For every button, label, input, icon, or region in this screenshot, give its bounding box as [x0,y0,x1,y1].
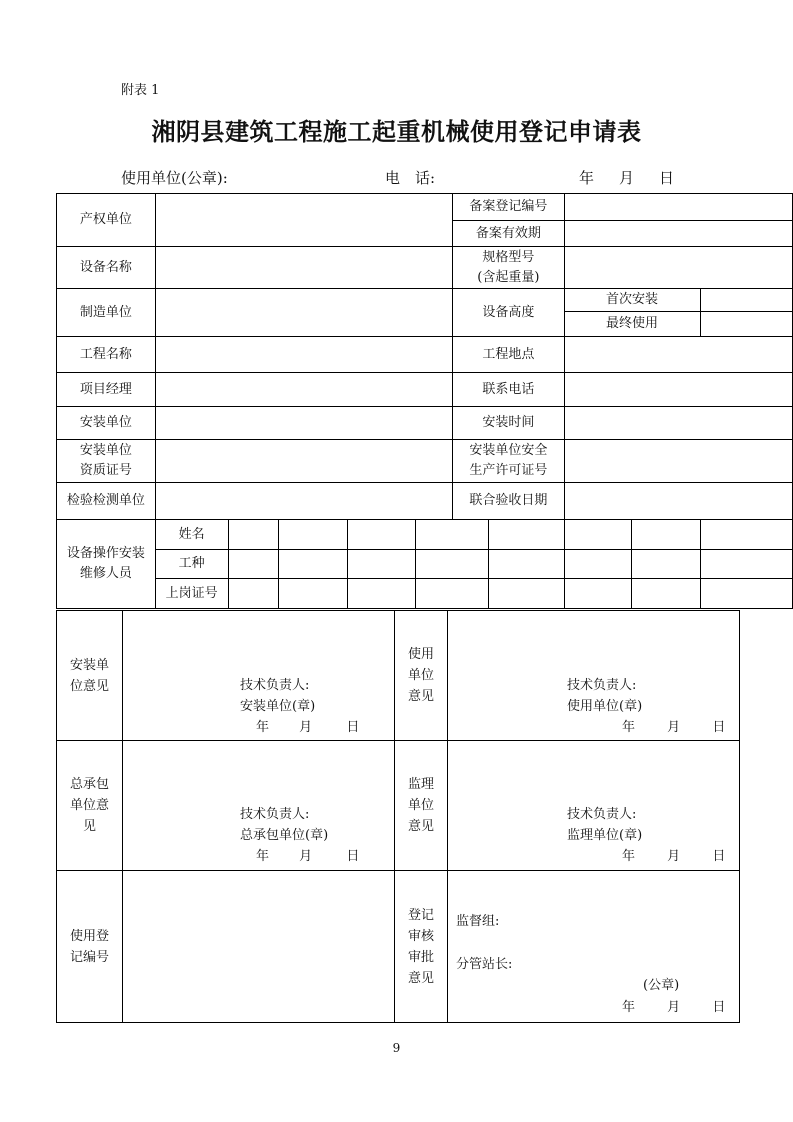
equip-name-label: 设备名称 [57,247,156,289]
first-install-label: 首次安装 [564,289,700,312]
safety-license-value[interactable] [564,440,793,483]
equipment-info-table [56,193,793,609]
inspector-label: 检验检测单位 [57,483,156,520]
form-title: 湘阴县建筑工程施工起重机械使用登记申请表 [151,118,642,146]
personnel-cell[interactable] [228,579,278,609]
install-date-year: 年 [256,720,270,735]
supervision-opinion-label-line2: 单位 [407,798,434,813]
personnel-line2: 维修人员 [79,566,132,581]
person-cert-label: 上岗证号 [155,579,228,609]
installer-cert-line2: 资质证号 [79,463,132,478]
general-date [256,846,359,867]
general-date-day: 日 [346,849,360,864]
approval-date-year: 年 [622,1000,636,1015]
supervision-date-year: 年 [622,849,636,864]
install-opinion-label [57,611,123,741]
user-opinion-area[interactable] [448,611,740,741]
record-valid-label: 备案有效期 [453,221,564,247]
project-site-label: 工程地点 [453,337,564,373]
supervision-opinion-area[interactable] [448,741,740,871]
page-number: 9 [392,1041,401,1055]
personnel-cell[interactable] [700,550,792,579]
installer-cert-label [57,440,156,483]
general-tech-label: 技术负责人: [240,807,310,822]
joint-date-value[interactable] [564,483,793,520]
joint-date-label: 联合验收日期 [453,483,564,520]
install-opinion-label-line2: 位意见 [69,678,109,694]
personnel-cell[interactable] [564,520,632,550]
personnel-cell[interactable] [278,579,347,609]
applicant-unit-label: 使用单位(公章): [121,169,228,187]
approval-label-line1: 登记 [407,907,434,923]
general-opinion-label-line3: 见 [82,819,96,834]
owner-label: 产权单位 [57,194,156,247]
approval-label [395,871,448,1023]
general-opinion-label-line2: 单位意 [69,798,109,813]
official-seal-label: (公章) [643,978,680,993]
personnel-cell[interactable] [415,550,488,579]
install-opinion-label-line1: 安装单 [69,657,109,673]
personnel-cell[interactable] [700,520,792,550]
phone-label: 电 话: [385,169,436,187]
user-seal-label: 使用单位(章) [567,699,643,714]
personnel-cell[interactable] [415,579,488,609]
maker-value[interactable] [155,289,452,337]
personnel-line1: 设备操作安装 [66,546,145,561]
spec-label-line1: 规格型号 [482,249,535,265]
header-month: 月 [619,169,635,187]
install-date-day: 日 [346,720,360,735]
personnel-cell[interactable] [489,579,564,609]
supervision-opinion-label-line3: 意见 [407,819,434,834]
safety-license-label [453,440,564,483]
install-tech-label: 技术负责人: [240,678,310,693]
personnel-cell[interactable] [632,520,700,550]
install-date [256,717,359,738]
general-opinion-area[interactable] [123,741,395,871]
approval-date-month: 月 [667,1000,681,1015]
maker-label: 制造单位 [57,289,156,337]
header-year: 年 [579,169,595,187]
personnel-cell[interactable] [632,579,700,609]
pm-label: 项目经理 [57,373,156,407]
safety-license-line2: 生产许可证号 [469,463,548,478]
personnel-cell[interactable] [489,550,564,579]
personnel-cell[interactable] [347,550,415,579]
supervision-date [622,846,725,867]
user-date-year: 年 [622,720,636,735]
spec-label [453,247,564,289]
chief-label: 分管站长: [456,957,513,972]
first-install-value[interactable] [700,289,792,312]
contact-label: 联系电话 [453,373,564,407]
record-no-value[interactable] [564,194,793,221]
personnel-cell[interactable] [228,550,278,579]
height-label: 设备高度 [453,289,564,337]
user-opinion-label-line1: 使用 [407,647,434,662]
reg-no-area[interactable] [123,871,395,1023]
project-name-label: 工程名称 [57,337,156,373]
user-opinion-label-line2: 单位 [407,668,434,683]
personnel-cell[interactable] [347,579,415,609]
supervision-seal-label: 监理单位(章) [567,828,643,843]
general-seal-label: 总承包单位(章) [240,828,329,843]
install-opinion-area[interactable] [123,611,395,741]
install-time-value[interactable] [564,407,793,440]
contact-value[interactable] [564,373,793,407]
supervision-date-day: 日 [712,849,726,864]
personnel-label [57,520,156,609]
appendix-label: 附表 1 [121,83,160,98]
personnel-cell[interactable] [278,520,347,550]
opinions-table [56,610,740,1023]
installer-cert-value[interactable] [155,440,452,483]
approval-date-day: 日 [712,1000,726,1015]
personnel-cell[interactable] [278,550,347,579]
supervision-opinion-label-line1: 监理 [407,777,434,792]
reg-no-label [57,871,123,1023]
approval-date [622,997,725,1018]
project-site-value[interactable] [564,337,793,373]
user-date [622,717,725,738]
installer-cert-line1: 安装单位 [79,443,132,458]
personnel-cell[interactable] [632,550,700,579]
installer-label: 安装单位 [57,407,156,440]
approval-area[interactable] [448,871,740,1023]
owner-value[interactable] [155,194,452,247]
approval-label-line4: 意见 [407,970,434,986]
record-valid-value[interactable] [564,221,793,247]
install-time-label: 安装时间 [453,407,564,440]
personnel-cell[interactable] [347,520,415,550]
reg-no-label-line2: 记编号 [69,949,109,965]
user-date-month: 月 [667,720,681,735]
final-use-value[interactable] [700,312,792,337]
general-date-month: 月 [299,849,313,864]
general-date-year: 年 [256,849,270,864]
supervision-date-month: 月 [667,849,681,864]
final-use-label: 最终使用 [564,312,700,337]
person-name-label: 姓名 [155,520,228,550]
record-no-label: 备案登记编号 [453,194,564,221]
personnel-cell[interactable] [415,520,488,550]
user-tech-label: 技术负责人: [567,678,637,693]
user-date-day: 日 [712,720,726,735]
user-opinion-label [395,611,448,741]
supervision-tech-label: 技术负责人: [567,807,637,822]
person-trade-label: 工种 [155,550,228,579]
personnel-cell[interactable] [228,520,278,550]
supervision-opinion-label [395,741,448,871]
installer-value[interactable] [155,407,452,440]
personnel-cell[interactable] [564,579,632,609]
supervision-group-label: 监督组: [456,914,500,929]
personnel-cell[interactable] [700,579,792,609]
spec-label-line2: (含起重量) [477,269,540,285]
project-name-value[interactable] [155,337,452,373]
reg-no-label-line1: 使用登 [69,928,109,944]
pm-value[interactable] [155,373,452,407]
install-seal-label: 安装单位(章) [240,699,316,714]
equip-name-value[interactable] [155,247,452,289]
approval-label-line3: 审批 [407,949,434,965]
inspector-value[interactable] [155,483,452,520]
personnel-cell[interactable] [489,520,564,550]
user-opinion-label-line3: 意见 [407,689,434,704]
spec-value[interactable] [564,247,793,289]
personnel-cell[interactable] [564,550,632,579]
general-opinion-label [57,741,123,871]
install-date-month: 月 [299,720,313,735]
safety-license-line1: 安装单位安全 [469,443,548,458]
general-opinion-label-line1: 总承包 [69,777,109,792]
approval-label-line2: 审核 [407,928,434,944]
header-day: 日 [659,169,675,187]
